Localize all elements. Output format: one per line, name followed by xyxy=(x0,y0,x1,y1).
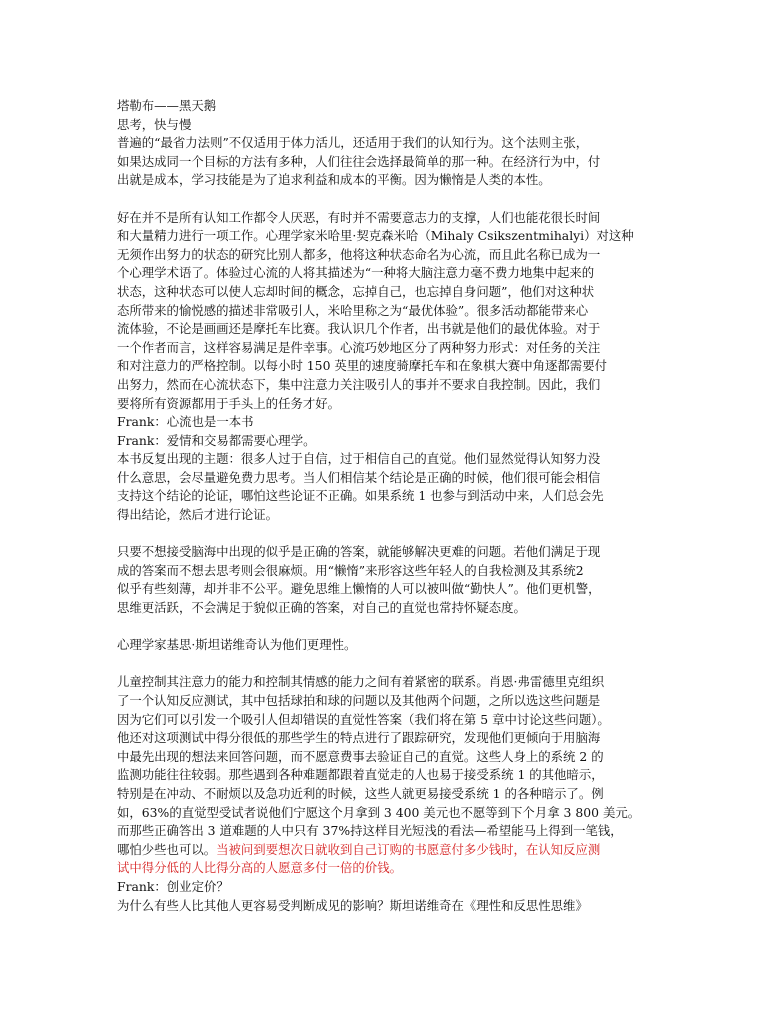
text-line: 思维更活跃，不会满足于貌似正确的答案，对自己的直觉也常持怀疑态度。 xyxy=(117,600,526,616)
doc-subtitle: 思考，快与慢 xyxy=(117,116,192,132)
text-line: 个心理学术语了。体验过心流的人将其描述为“一种将大脑注意力毫不费力地集中起来的 xyxy=(117,265,595,281)
text-line: 得出结论，然后才进行论证。 xyxy=(117,507,279,523)
doc-title: 塔勒布——黑天鹅 xyxy=(117,98,217,113)
text-line: 特别是在冲动、不耐烦以及急功近利的时候，这些人就更易接受系统 1 的各种暗示了。例 xyxy=(117,785,604,801)
paragraph-lazy-thinking xyxy=(117,543,653,617)
text-line: 要将所有资源都用于手头上的任务才好。 xyxy=(117,395,341,411)
text-line: 一个作者而言，这样容易满足是件幸事。心流巧妙地区分了两种努力形式：对任务的关注 xyxy=(117,339,601,355)
text-line: 因为它们可以引发一个吸引人但却错误的直觉性答案（我们将在第 5 章中讨论这些问题）。 xyxy=(117,711,610,727)
paragraph-attention-control xyxy=(117,673,653,878)
paragraph-least-effort xyxy=(117,134,653,190)
note-frank-1: Frank：心流也是一本书 xyxy=(117,414,254,430)
text-line: 好在并不是所有认知工作都令人厌恶，有时并不需要意志力的支撑，人们也能花很长时间 xyxy=(117,209,601,225)
text-line: 而那些正确答出 3 道难题的人中只有 37%持这样目光短浅的看法—希望能马上得到一笔钱， xyxy=(117,823,623,839)
text-line: 似乎有些刻薄，却并非不公平。避免思维上懒惰的人可以被叫做“勤快人”。他们更机警， xyxy=(117,581,601,597)
text-line: 如果达成同一个目标的方法有多种，人们往往会选择最简单的那一种。在经济行为中，付 xyxy=(117,153,601,169)
text-line: 和对注意力的严格控制。以每小时 150 英里的速度骑摩托车和在象棋大赛中角逐都需要付 xyxy=(117,358,607,374)
text-segment: 哪怕少些也可以。 xyxy=(117,841,217,857)
text-line xyxy=(117,841,653,860)
document-page xyxy=(117,97,653,915)
paragraph-flow xyxy=(117,209,653,414)
text-line: 出努力，然而在心流状态下，集中注意力关注吸引人的事并不要求自我控制。因此，我们 xyxy=(117,376,601,392)
text-line: 状态，这种状态可以使人忘却时间的概念，忘掉自己，也忘掉自身问题”，他们对这种状 xyxy=(117,283,595,299)
text-line: 支持这个结论的论证，哪怕这些论证不正确。如果系统 1 也参与到活动中来，人们总会先 xyxy=(117,488,604,504)
text-line: 了一个认知反应测试，其中包括球拍和球的问题以及其他两个问题，之所以选这些问题是 xyxy=(117,693,601,708)
text-line: 成的答案而不想去思考则会很麻烦。用“懒惰”来形容这些年轻人的自我检测及其系统2 xyxy=(117,562,584,578)
text-line: 本书反复出现的主题：很多人过于自信，过于相信自己的直觉。他们显然觉得认知努力没 xyxy=(117,451,601,467)
paragraph-bias: 为什么有些人比其他人更容易受判断成见的影响？斯坦诺维奇在《理性和反思性思维》 xyxy=(117,897,588,913)
highlighted-text: 当被问到要想次日就收到自己订购的书愿意付多少钱时，在认知反应测 xyxy=(216,841,601,857)
note-frank-2: Frank：爱情和交易都需要心理学。 xyxy=(117,432,316,448)
text-line: 什么意思，会尽量避免费力思考。当人们相信某个结论是正确的时候，他们很可能会相信 xyxy=(117,469,601,485)
paragraph-overconfidence xyxy=(117,450,653,524)
text-line: 儿童控制其注意力的能力和控制其情感的能力之间有着紧密的联系。肖恩·弗雷德里克组织 xyxy=(117,674,605,690)
text-line: 如，63%的直觉型受试者说他们宁愿这个月拿到 3 400 美元也不愿等到下个月拿 3 800 美元。 xyxy=(117,804,641,820)
text-line: 监测功能往往较弱。那些遇到各种难题都跟着直觉走的人也易于接受系统 1 的其他暗示， xyxy=(117,767,604,783)
text-line: 他还对这项测试中得分很低的那些学生的特点进行了跟踪研究，发现他们更倾向于用脑海 xyxy=(117,730,601,746)
text-line: 普遍的“最省力法则”不仅适用于体力活儿，还适用于我们的认知行为。这个法则主张， xyxy=(117,135,589,151)
text-line: 只要不想接受脑海中出现的似乎是正确的答案，就能够解决更难的问题。若他们满足于现 xyxy=(117,544,601,560)
text-line: 出就是成本，学习技能是为了追求利益和成本的平衡。因为懒惰是人类的本性。 xyxy=(117,172,551,188)
text-line: 流体验，不论是画画还是摩托车比赛。我认识几个作者，出书就是他们的最优体验。对于 xyxy=(117,321,601,337)
text-line: 无须作出努力的状态的研究比别人都多，他将这种状态命名为心流，而且此名称已成为一 xyxy=(117,246,601,262)
paragraph-rationality: 心理学家基思·斯坦诺维奇认为他们更理性。 xyxy=(117,637,357,653)
text-line: 中最先出现的想法来回答问题，而不愿意费事去验证自己的直觉。这些人身上的系统 2 的 xyxy=(117,748,604,764)
highlighted-text: 试中得分低的人比得分高的人愿意多付一倍的价钱。 xyxy=(117,860,402,876)
text-line: 和大量精力进行一项工作。心理学家米哈里·契克森米哈（Mihaly Csikszentmihalyi）对这种 xyxy=(117,228,634,244)
note-frank-3: Frank：创业定价？ xyxy=(117,878,229,894)
text-line: 态所带来的愉悦感的描述非常吸引人，米哈里称之为“最优体验”。很多活动都能带来心 xyxy=(117,302,589,318)
